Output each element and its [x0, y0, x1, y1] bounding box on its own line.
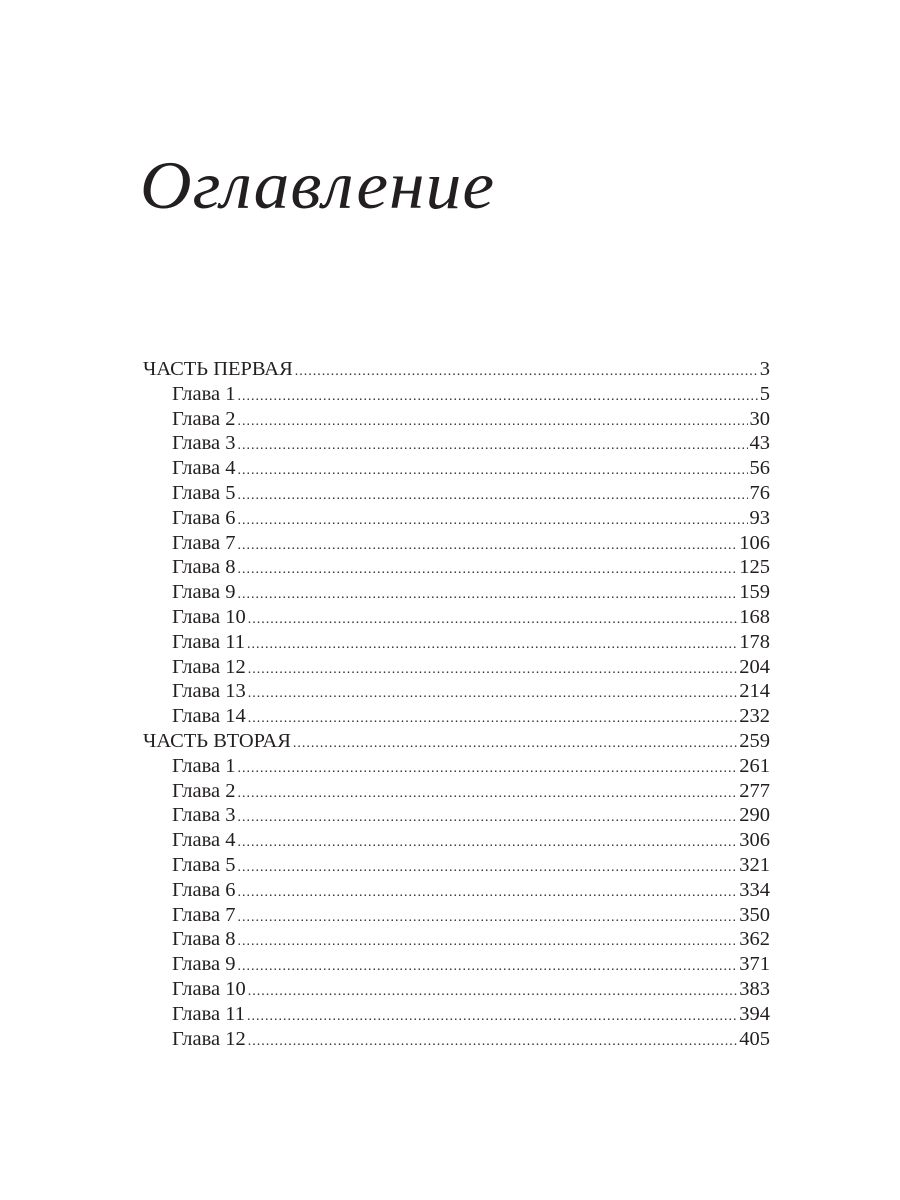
toc-entry-label: Глава 12 — [172, 1027, 246, 1050]
toc-entry-page: 43 — [749, 432, 770, 455]
toc-entry-label: Глава 6 — [172, 878, 236, 901]
dot-leader — [248, 1030, 737, 1055]
toc-entry-page: 168 — [739, 605, 770, 628]
toc-entry-label: Глава 11 — [172, 1002, 246, 1025]
toc-part-entry[interactable] — [143, 357, 770, 382]
toc-chapter-entry[interactable] — [143, 382, 770, 407]
dot-leader — [238, 930, 738, 955]
toc-chapter-entry[interactable] — [143, 580, 770, 605]
toc-chapter-entry[interactable] — [143, 927, 770, 952]
toc-entry-page: 371 — [739, 953, 770, 976]
toc-entry-label: ЧАСТЬ ПЕРВАЯ — [143, 358, 293, 380]
toc-entry-page: 261 — [739, 754, 770, 777]
toc-entry-label: Глава 1 — [172, 382, 236, 405]
dot-leader — [248, 608, 737, 633]
toc-entry-label: Глава 3 — [172, 804, 236, 827]
toc-chapter-entry[interactable] — [143, 853, 770, 878]
toc-entry-page: 350 — [739, 903, 770, 926]
toc-entry-page: 306 — [739, 829, 770, 852]
toc-chapter-entry[interactable] — [143, 903, 770, 928]
page-title: Оглавление — [140, 147, 496, 223]
toc-entry-page: 321 — [739, 853, 770, 876]
dot-leader — [247, 633, 737, 658]
dot-leader — [238, 881, 738, 906]
toc-entry-label: Глава 2 — [172, 779, 236, 802]
toc-entry-page: 5 — [759, 382, 770, 405]
table-of-contents — [143, 357, 770, 1051]
toc-chapter-entry[interactable] — [143, 952, 770, 977]
dot-leader — [238, 831, 738, 856]
toc-chapter-entry[interactable] — [143, 506, 770, 531]
toc-entry-label: Глава 2 — [172, 407, 236, 430]
toc-entry-label: Глава 6 — [172, 506, 236, 529]
toc-entry-label: Глава 8 — [172, 928, 236, 951]
toc-entry-label: Глава 8 — [172, 556, 236, 579]
toc-chapter-entry[interactable] — [143, 407, 770, 432]
toc-entry-label: Глава 9 — [172, 581, 236, 604]
dot-leader — [238, 385, 758, 410]
toc-entry-label: Глава 7 — [172, 531, 236, 554]
dot-leader — [238, 583, 738, 608]
toc-entry-label: Глава 13 — [172, 680, 246, 703]
dot-leader — [248, 682, 737, 707]
toc-entry-page: 214 — [739, 680, 770, 703]
toc-chapter-entry[interactable] — [143, 555, 770, 580]
toc-chapter-entry[interactable] — [143, 481, 770, 506]
dot-leader — [238, 757, 738, 782]
toc-entry-page: 93 — [749, 506, 770, 529]
toc-entry-label: Глава 9 — [172, 953, 236, 976]
dot-leader — [248, 980, 737, 1005]
dot-leader — [238, 484, 748, 509]
toc-entry-label: Глава 5 — [172, 853, 236, 876]
dot-leader — [238, 806, 738, 831]
toc-chapter-entry[interactable] — [143, 456, 770, 481]
toc-chapter-entry[interactable] — [143, 1002, 770, 1027]
dot-leader — [238, 906, 738, 931]
dot-leader — [293, 732, 737, 757]
toc-entry-page: 259 — [739, 729, 770, 752]
dot-leader — [238, 856, 738, 881]
dot-leader — [238, 459, 748, 484]
toc-entry-page: 334 — [739, 878, 770, 901]
dot-leader — [238, 534, 738, 559]
toc-chapter-entry[interactable] — [143, 679, 770, 704]
toc-entry-label: Глава 1 — [172, 754, 236, 777]
toc-entry-page: 3 — [759, 358, 770, 380]
toc-entry-label: Глава 3 — [172, 432, 236, 455]
toc-entry-page: 106 — [739, 531, 770, 554]
toc-chapter-entry[interactable] — [143, 655, 770, 680]
dot-leader — [238, 434, 748, 459]
toc-entry-label: Глава 10 — [172, 605, 246, 628]
toc-chapter-entry[interactable] — [143, 754, 770, 779]
toc-entry-page: 178 — [739, 630, 770, 653]
dot-leader — [238, 509, 748, 534]
toc-chapter-entry[interactable] — [143, 828, 770, 853]
toc-chapter-entry[interactable] — [143, 977, 770, 1002]
toc-entry-page: 405 — [739, 1027, 770, 1050]
dot-leader — [295, 360, 758, 385]
toc-chapter-entry[interactable] — [143, 531, 770, 556]
dot-leader — [248, 707, 737, 732]
toc-entry-page: 76 — [749, 481, 770, 504]
toc-entry-page: 56 — [749, 457, 770, 480]
toc-chapter-entry[interactable] — [143, 803, 770, 828]
dot-leader — [238, 782, 738, 807]
toc-entry-label: Глава 7 — [172, 903, 236, 926]
toc-entry-page: 232 — [739, 705, 770, 728]
toc-chapter-entry[interactable] — [143, 878, 770, 903]
toc-chapter-entry[interactable] — [143, 1027, 770, 1052]
toc-entry-page: 30 — [749, 407, 770, 430]
toc-part-entry[interactable] — [143, 729, 770, 754]
toc-entry-label: Глава 14 — [172, 705, 246, 728]
toc-entry-label: Глава 5 — [172, 481, 236, 504]
toc-entry-page: 362 — [739, 928, 770, 951]
dot-leader — [247, 1005, 737, 1030]
toc-entry-label: Глава 4 — [172, 829, 236, 852]
dot-leader — [238, 955, 738, 980]
toc-chapter-entry[interactable] — [143, 779, 770, 804]
dot-leader — [248, 658, 737, 683]
toc-entry-label: Глава 10 — [172, 977, 246, 1000]
toc-entry-page: 394 — [739, 1002, 770, 1025]
toc-entry-label: Глава 11 — [172, 630, 246, 653]
toc-chapter-entry[interactable] — [143, 630, 770, 655]
toc-chapter-entry[interactable] — [143, 605, 770, 630]
toc-entry-page: 159 — [739, 581, 770, 604]
toc-entry-page: 125 — [739, 556, 770, 579]
dot-leader — [238, 410, 748, 435]
toc-entry-label: Глава 12 — [172, 655, 246, 678]
toc-entry-label: ЧАСТЬ ВТОРАЯ — [143, 729, 291, 752]
toc-entry-page: 383 — [739, 977, 770, 1000]
toc-chapter-entry[interactable] — [143, 704, 770, 729]
toc-entry-page: 277 — [739, 779, 770, 802]
toc-chapter-entry[interactable] — [143, 431, 770, 456]
dot-leader — [238, 558, 738, 583]
toc-entry-page: 290 — [739, 804, 770, 827]
toc-entry-page: 204 — [739, 655, 770, 678]
toc-entry-label: Глава 4 — [172, 457, 236, 480]
